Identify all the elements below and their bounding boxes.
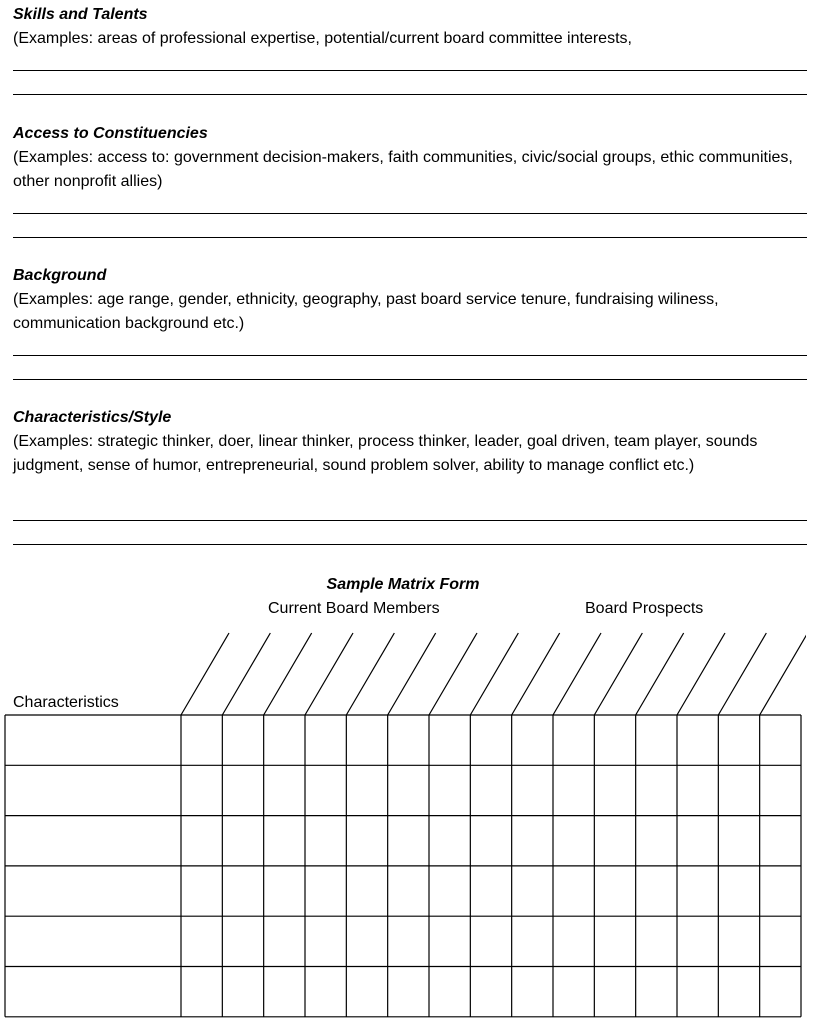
matrix-cell[interactable]	[512, 715, 553, 765]
characteristic-cell[interactable]	[5, 715, 181, 765]
matrix-cell[interactable]	[305, 866, 346, 916]
matrix-cell[interactable]	[388, 765, 429, 815]
matrix-cell[interactable]	[222, 866, 263, 916]
matrix-cell[interactable]	[760, 765, 801, 815]
answer-line[interactable]	[13, 520, 807, 521]
matrix-cell[interactable]	[718, 715, 759, 765]
board-prospects-label: Board Prospects	[585, 600, 704, 617]
matrix-cell[interactable]	[677, 765, 718, 815]
section-characteristics-style	[13, 406, 808, 478]
section-skills-and-talents	[13, 3, 808, 51]
matrix-column-header-slant	[264, 633, 312, 715]
matrix-cell[interactable]	[264, 816, 305, 866]
matrix-cell[interactable]	[388, 916, 429, 966]
matrix-cell[interactable]	[636, 916, 677, 966]
matrix-cell[interactable]	[470, 765, 511, 815]
matrix-cell[interactable]	[594, 715, 635, 765]
matrix-cell[interactable]	[305, 816, 346, 866]
answer-line[interactable]	[13, 70, 807, 71]
matrix-cell[interactable]	[512, 866, 553, 916]
matrix-cell[interactable]	[718, 916, 759, 966]
matrix-cell[interactable]	[470, 715, 511, 765]
matrix-cell[interactable]	[429, 816, 470, 866]
matrix-cell[interactable]	[181, 866, 222, 916]
section-description: (Examples: strategic thinker, doer, linear thinker, process thinker, leader, goal driven, team player, sounds judgment, sense of humor, entrepreneurial, sound problem solver, ability to manage conflict etc.)	[13, 433, 758, 474]
matrix-cell[interactable]	[594, 816, 635, 866]
matrix-cell[interactable]	[553, 816, 594, 866]
characteristics-label: Characteristics	[13, 694, 119, 711]
matrix-cell[interactable]	[718, 765, 759, 815]
matrix-cell[interactable]	[222, 715, 263, 765]
matrix-cell[interactable]	[594, 765, 635, 815]
matrix-column-header-slant	[594, 633, 642, 715]
matrix-cell[interactable]	[470, 866, 511, 916]
matrix-cell[interactable]	[594, 916, 635, 966]
matrix-cell[interactable]	[512, 967, 553, 1017]
matrix-cell[interactable]	[636, 967, 677, 1017]
matrix-title: Sample Matrix Form	[326, 576, 480, 593]
matrix-cell[interactable]	[346, 715, 387, 765]
matrix-column-header-slant	[553, 633, 601, 715]
matrix-cell[interactable]	[760, 816, 801, 866]
matrix-cell[interactable]	[718, 866, 759, 916]
matrix-column-header-slant	[305, 633, 353, 715]
matrix-cell[interactable]	[181, 967, 222, 1017]
matrix-cell[interactable]	[429, 715, 470, 765]
matrix-cell[interactable]	[346, 816, 387, 866]
matrix-cell[interactable]	[264, 715, 305, 765]
answer-line[interactable]	[13, 237, 807, 238]
matrix-cell[interactable]	[181, 715, 222, 765]
matrix-column-header-slant	[388, 633, 436, 715]
matrix-cell[interactable]	[718, 967, 759, 1017]
matrix-column-header-slant	[760, 633, 806, 715]
matrix-cell[interactable]	[760, 715, 801, 765]
matrix-cell[interactable]	[305, 916, 346, 966]
section-description: (Examples: access to: government decision-makers, faith communities, civic/social groups, ethic communities, other nonprofit allies)	[13, 149, 793, 190]
matrix-column-header-slant	[636, 633, 684, 715]
answer-line[interactable]	[13, 213, 807, 214]
matrix-cell[interactable]	[760, 866, 801, 916]
matrix-cell[interactable]	[512, 916, 553, 966]
matrix-cell[interactable]	[346, 967, 387, 1017]
matrix-cell[interactable]	[512, 765, 553, 815]
matrix-cell[interactable]	[677, 816, 718, 866]
characteristic-cell[interactable]	[5, 916, 181, 966]
matrix-cell[interactable]	[677, 715, 718, 765]
matrix-cell[interactable]	[553, 916, 594, 966]
matrix-column-header-slant	[677, 633, 725, 715]
matrix-cell[interactable]	[594, 866, 635, 916]
section-title: Characteristics/Style	[13, 409, 172, 426]
matrix-cell[interactable]	[264, 916, 305, 966]
matrix-cell[interactable]	[388, 866, 429, 916]
matrix-cell[interactable]	[346, 866, 387, 916]
answer-line[interactable]	[13, 544, 807, 545]
matrix-cell[interactable]	[553, 715, 594, 765]
matrix-cell[interactable]	[594, 967, 635, 1017]
matrix-cell[interactable]	[222, 967, 263, 1017]
matrix-cell[interactable]	[677, 866, 718, 916]
matrix-column-header-slant	[429, 633, 477, 715]
matrix-cell[interactable]	[264, 765, 305, 815]
matrix-column-header-slant	[222, 633, 270, 715]
matrix-cell[interactable]	[264, 866, 305, 916]
matrix-cell[interactable]	[346, 916, 387, 966]
matrix-cell[interactable]	[636, 816, 677, 866]
matrix-column-header-slant	[512, 633, 560, 715]
matrix-cell[interactable]	[677, 916, 718, 966]
section-description: (Examples: areas of professional expertise, potential/current board committee interests,	[13, 30, 632, 47]
matrix-cell[interactable]	[470, 916, 511, 966]
answer-line[interactable]	[13, 94, 807, 95]
matrix-cell[interactable]	[760, 916, 801, 966]
matrix-cell[interactable]	[553, 866, 594, 916]
matrix-cell[interactable]	[677, 967, 718, 1017]
characteristic-cell[interactable]	[5, 765, 181, 815]
answer-line[interactable]	[13, 379, 807, 380]
matrix-cell[interactable]	[388, 967, 429, 1017]
matrix-cell[interactable]	[429, 967, 470, 1017]
section-title: Background	[13, 267, 107, 284]
matrix-cell[interactable]	[388, 816, 429, 866]
matrix-column-header-slant	[181, 633, 229, 715]
section-description: (Examples: age range, gender, ethnicity, geography, past board service tenure, fundraising wiliness, communication background etc.)	[13, 291, 719, 332]
matrix-cell[interactable]	[388, 715, 429, 765]
matrix-cell[interactable]	[760, 967, 801, 1017]
matrix-cell[interactable]	[181, 816, 222, 866]
matrix-cell[interactable]	[636, 715, 677, 765]
matrix-cell[interactable]	[636, 765, 677, 815]
matrix-column-header-slant	[346, 633, 394, 715]
current-board-members-label: Current Board Members	[268, 600, 440, 617]
matrix-cell[interactable]	[305, 765, 346, 815]
matrix-cell[interactable]	[470, 816, 511, 866]
matrix-cell[interactable]	[429, 916, 470, 966]
characteristic-cell[interactable]	[5, 866, 181, 916]
matrix-cell[interactable]	[181, 765, 222, 815]
matrix-cell[interactable]	[305, 715, 346, 765]
section-title: Access to Constituencies	[13, 125, 208, 142]
matrix-cell[interactable]	[264, 967, 305, 1017]
matrix-column-header-slant	[718, 633, 766, 715]
matrix-cell[interactable]	[553, 967, 594, 1017]
characteristic-cell[interactable]	[5, 816, 181, 866]
section-access-to-constituencies	[13, 122, 808, 194]
characteristic-cell[interactable]	[5, 967, 181, 1017]
matrix-cell[interactable]	[222, 816, 263, 866]
matrix-cell[interactable]	[222, 765, 263, 815]
matrix-cell[interactable]	[429, 866, 470, 916]
answer-line[interactable]	[13, 355, 807, 356]
matrix-cell[interactable]	[636, 866, 677, 916]
matrix-cell[interactable]	[305, 967, 346, 1017]
matrix-cell[interactable]	[222, 916, 263, 966]
matrix-cell[interactable]	[718, 816, 759, 866]
matrix-grid	[0, 625, 806, 1021]
matrix-cell[interactable]	[346, 765, 387, 815]
matrix-cell[interactable]	[429, 765, 470, 815]
section-title: Skills and Talents	[13, 6, 148, 23]
matrix-cell[interactable]	[512, 816, 553, 866]
matrix-column-header-slant	[470, 633, 518, 715]
matrix-cell[interactable]	[470, 967, 511, 1017]
section-background	[13, 264, 808, 336]
matrix-cell[interactable]	[181, 916, 222, 966]
matrix-cell[interactable]	[553, 765, 594, 815]
